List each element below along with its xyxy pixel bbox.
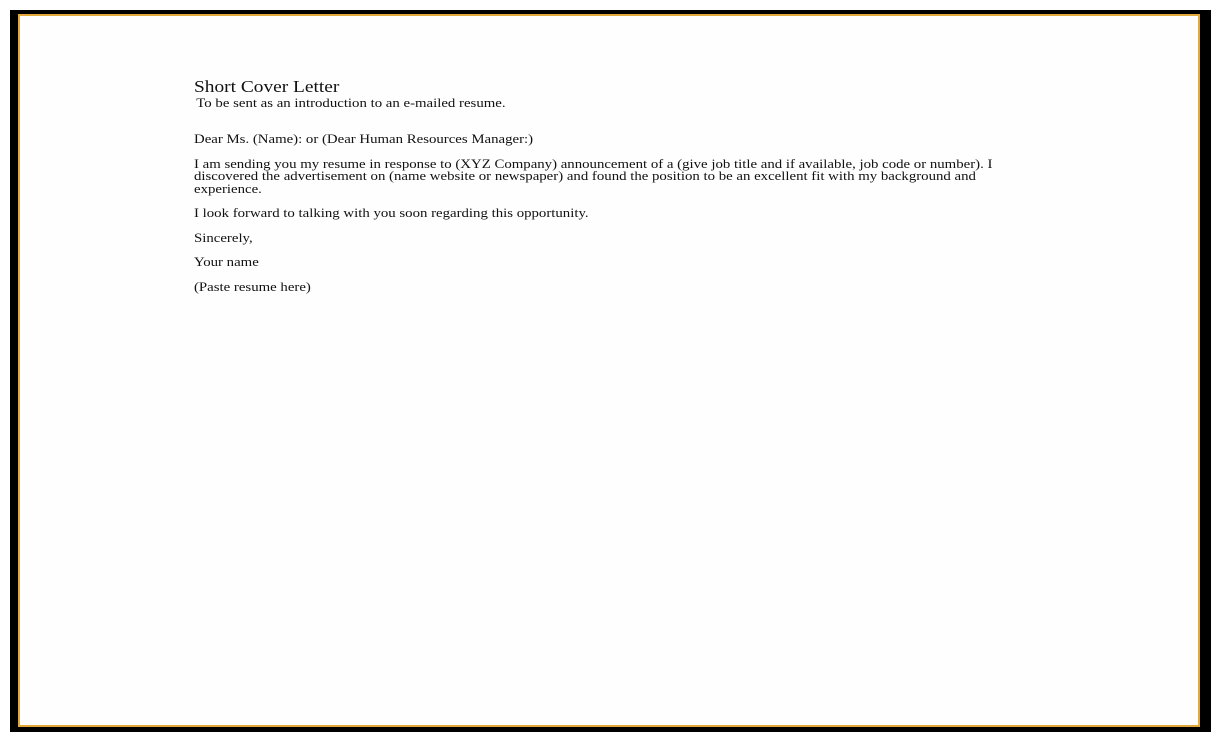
document-page: [18, 14, 1200, 727]
letter-body-paragraph-2: I look forward to talking with you soon regarding this opportunity.: [194, 205, 589, 220]
cover-letter: [194, 78, 1220, 293]
letter-signature: Your name: [194, 254, 259, 269]
document-frame: [10, 10, 1211, 732]
letter-greeting: Dear Ms. (Name): or (Dear Human Resources Manager:): [194, 131, 534, 146]
letter-body-paragraph-1: I am sending you my resume in response to (XYZ Company) announcement of a (give job title and if available, job code or number). I discovered the advertisement on (name website or newspaper) and found the position to be an excellent fit with my background and experience.: [194, 155, 993, 196]
letter-subtitle: To be sent as an introduction to an e-mailed resume.: [196, 95, 506, 110]
letter-attachment-note: (Paste resume here): [194, 278, 311, 294]
letter-title: Short Cover Letter: [194, 77, 340, 96]
letter-closing: Sincerely,: [194, 229, 253, 245]
